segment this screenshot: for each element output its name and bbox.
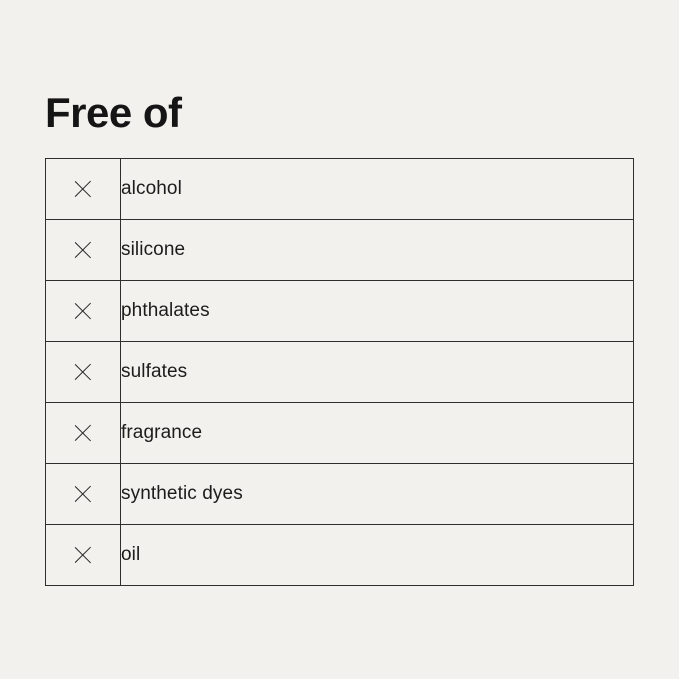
row-mark-cell: [46, 403, 121, 464]
table-row: [46, 525, 634, 586]
table-row: [46, 403, 634, 464]
row-mark-cell: [46, 342, 121, 403]
row-label-cell: alcohol: [121, 159, 634, 220]
x-mark-icon: [72, 300, 94, 322]
row-label-cell: fragrance: [121, 403, 634, 464]
page-title: Free of: [45, 89, 182, 136]
table-row: [46, 281, 634, 342]
row-label-cell: sulfates: [121, 342, 634, 403]
x-mark-icon: [72, 422, 94, 444]
table-row: [46, 464, 634, 525]
row-label-cell: oil: [121, 525, 634, 586]
x-mark-icon: [72, 178, 94, 200]
row-mark-cell: [46, 525, 121, 586]
table-row: [46, 342, 634, 403]
x-mark-icon: [72, 361, 94, 383]
row-label-cell: phthalates: [121, 281, 634, 342]
table-body: [46, 159, 634, 586]
free-of-table: [45, 158, 634, 586]
row-mark-cell: [46, 464, 121, 525]
table-row: [46, 159, 634, 220]
x-mark-icon: [72, 239, 94, 261]
row-mark-cell: [46, 281, 121, 342]
row-label-cell: synthetic dyes: [121, 464, 634, 525]
x-mark-icon: [72, 483, 94, 505]
table-row: [46, 220, 634, 281]
x-mark-icon: [72, 544, 94, 566]
row-label-cell: silicone: [121, 220, 634, 281]
row-mark-cell: [46, 220, 121, 281]
row-mark-cell: [46, 159, 121, 220]
